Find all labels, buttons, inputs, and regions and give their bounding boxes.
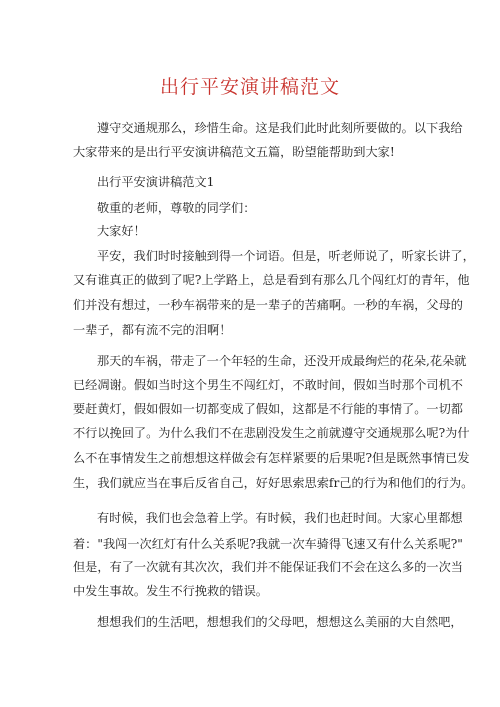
paragraph-line (0, 535, 500, 553)
paragraph-line (0, 449, 500, 467)
paragraph-line (0, 424, 500, 442)
line-text: 不行以挽回了。为什么我们不在悲剧没发生之前就遵守交通规那么呢?为什 (73, 426, 470, 440)
paragraph-line (0, 558, 500, 576)
line-text: 中发生事故。发生不行挽救的错误。 (73, 584, 268, 598)
line-text: 大家带来的是出行平安演讲稿范文五篇，盼望能帮助到大家! (73, 145, 395, 159)
page-title: 出行平安演讲稿范文 (159, 76, 340, 98)
line-text: 那天的车祸，带走了一个年轻的生命，还没开成最绚烂的花朵,花朵就 (97, 354, 467, 368)
paragraph-line (0, 296, 500, 314)
line-text: 已经凋谢。假如当时这个男生不闯红灯，不敢时间，假如当时那个司机不 (73, 378, 463, 392)
paragraph-line (0, 247, 500, 265)
line-text: 一辈子，都有流不完的泪啊！ (73, 323, 232, 337)
line-text: 要赶黄灯，假如假如一切都变成了假如，这都是不行能的事情了。一切都 (73, 402, 463, 416)
line-text: 但是，有了一次就有其次次，我们并不能保证我们不会在这么多的一次当 (73, 560, 463, 574)
line-text: 生，我们就应当在事后反省自己，好好思索思索fr己的行为和他们的行为。 (73, 476, 474, 490)
paragraph-line (0, 143, 500, 161)
paragraph-line (0, 199, 500, 217)
paragraph-line (0, 173, 500, 191)
line-text: 有时候，我们也会急着上学。有时候，我们也赶时间。大家心里都想 (97, 511, 463, 525)
paragraph-line (0, 582, 500, 600)
line-text: 遵守交通规那么，珍惜生命。这是我们此时此刻所要做的。以下我给 (97, 121, 463, 135)
line-text: 着："我闯一次红灯有什么关系呢?我就一次车骑得飞速又有什么关系呢?" (73, 537, 463, 551)
paragraph-line (0, 119, 500, 137)
paragraph-line (0, 474, 500, 492)
paragraph-line (0, 400, 500, 418)
paragraph-line (0, 613, 500, 631)
line-text: 又有谁真正的做到了呢?上学路上，总是看到有那么几个闯红灯的青年，他 (73, 273, 470, 287)
paragraph-line (0, 321, 500, 339)
line-text: 平安，我们时时接触到得一个词语。但是，听老师说了，听家长讲了， (97, 249, 475, 263)
paragraph-line (0, 509, 500, 527)
line-text: 么不在事情发生之前想想这样做会有怎样紧要的后果呢?但是既然事情已发 (73, 451, 470, 465)
paragraph-line (0, 352, 500, 370)
line-text: 们并没有想过，一秒车祸带来的是一辈子的苦痛啊。一秒的车祸，父母的 (73, 298, 463, 312)
salutation: 敬重的老师，尊敬的同学们： (97, 201, 256, 215)
greeting: 大家好！ (97, 224, 146, 238)
line-text: 想想我们的生活吧，想想我们的父母吧，想想这么美丽的大自然吧， (97, 615, 463, 629)
section-heading: 出行平安演讲稿范文1 (97, 175, 215, 189)
paragraph-line (0, 271, 500, 289)
paragraph-line (0, 376, 500, 394)
paragraph-line (0, 222, 500, 240)
